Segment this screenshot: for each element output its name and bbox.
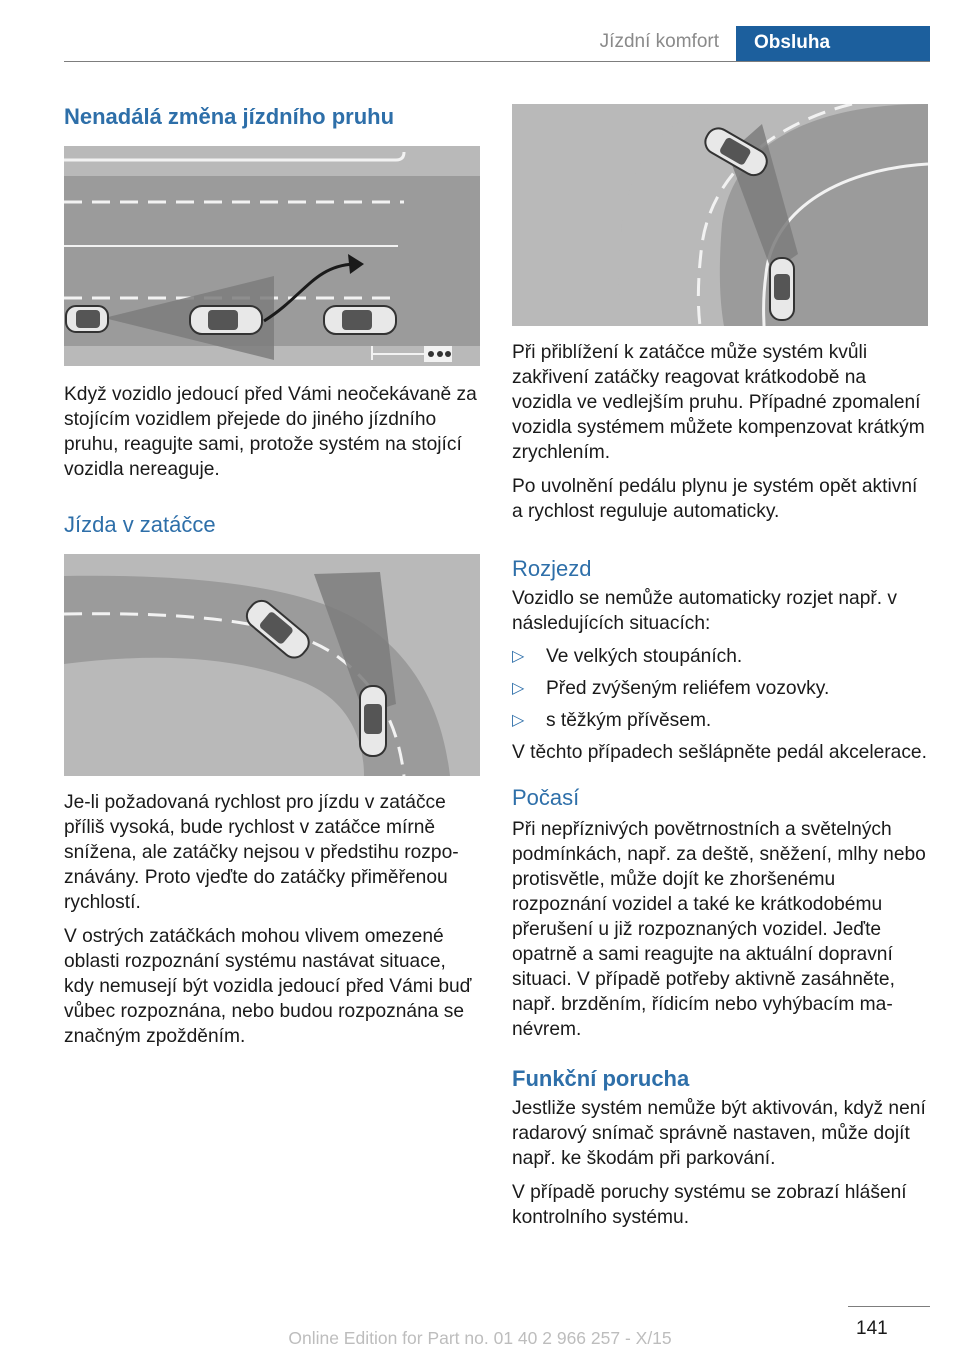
figure-curve-left xyxy=(64,554,480,776)
list-item: ▷ Ve velkých stoupáních. xyxy=(512,646,743,667)
paragraph-approach-2: Po uvolnění pedálu plynu je systém opět aktivní a rychlost reguluje automaticky. xyxy=(512,476,918,522)
triangle-bullet-icon: ▷ xyxy=(512,712,525,729)
heading-start: Rozjezd xyxy=(512,556,592,581)
paragraph-fault-1: Jestliže systém nemůže být aktivován, když není radarový snímač správně nastaven, může dojít např. ke škodám při parkování. xyxy=(512,1098,926,1169)
paragraph-start-2: V těchto případech sešlápněte pedál akcelerace. xyxy=(512,742,927,763)
paragraph-approach-1: Při přiblížení k zatáčce může systém kvůli zakřivení zatáčky reagovat krátkodobě na vozidla ve vedlejším pruhu. Případné zpomalení vozidla systémem můžete kompenzovat krátkým zrychlením. xyxy=(512,342,925,463)
header-tab: Obsluha xyxy=(736,26,930,62)
heading-lane-change: Nenadálá změna jízdního pruhu xyxy=(64,104,395,129)
footer-edition: Online Edition for Part no. 01 40 2 966 257 - X/15 xyxy=(288,1328,672,1348)
page-number: 141 xyxy=(856,1318,888,1339)
paragraph-lane-change: Když vozidlo jedoucí před Vámi neočekávaně za stojícím vozidlem přejede do jiného jízdního pruhu, reagujte sami, protože systém na stojící vozidla nereaguje. xyxy=(64,384,477,480)
figure-curve-right xyxy=(512,104,928,326)
paragraph-weather: Při nepříznivých povětrnostních a světelných podmínkách, např. za deště, sněžení, mlhy nebo protisvětle, může dojít ke zhoršenému rozpoznání vozidel a také ke krátkodobému přerušení u již rozpoznaných vozidel. Jeďte opatrně a sami reagujte na aktuální dopravní situaci. V případě potřeby aktivně zasáhněte, např. brzděním, řídicím nebo vyhýbacím manévrem. xyxy=(512,819,926,1040)
right-column xyxy=(512,104,928,1230)
page-number-rule xyxy=(848,1306,930,1307)
list-item: ▷ s těžkým přívěsem. xyxy=(512,710,712,731)
header-section-title: Jízdní komfort xyxy=(599,31,719,52)
heading-fault: Funkční porucha xyxy=(512,1066,690,1091)
header-rule xyxy=(64,61,930,62)
triangle-bullet-icon: ▷ xyxy=(512,648,525,665)
bullet-list-start xyxy=(512,644,928,733)
heading-curve: Jízda v zatáčce xyxy=(64,512,216,537)
paragraph-curve-1: Je-li požadovaná rychlost pro jízdu v zatáčce příliš vysoká, bude rychlost v zatáčce mírně snížena, ale zatáčky nejsou v předstihu rozpoznávány. Proto vjeďte do zatáčky přiměřenou rychlostí. xyxy=(64,792,459,913)
heading-weather: Počasí xyxy=(512,785,580,810)
triangle-bullet-icon: ▷ xyxy=(512,680,525,697)
left-column xyxy=(64,104,480,1049)
figure-lane-change xyxy=(64,146,480,366)
paragraph-start: Vozidlo se nemůže automaticky rozjet např. v následujících situacích: xyxy=(512,588,898,634)
list-item: ▷ Před zvýšeným reliéfem vozovky. xyxy=(512,678,830,699)
paragraph-fault-2: V případě poruchy systému se zobrazí hlášení kontrolního systému. xyxy=(512,1182,907,1228)
paragraph-curve-2: V ostrých zatáčkách mohou vlivem omezené oblasti rozpoznání systému nastávat situace, kdy nemusejí být vozidla jedoucí před Vámi buď vůbec rozpoznána, nebo budou rozpoznána se značným zpožděním. xyxy=(64,926,472,1047)
